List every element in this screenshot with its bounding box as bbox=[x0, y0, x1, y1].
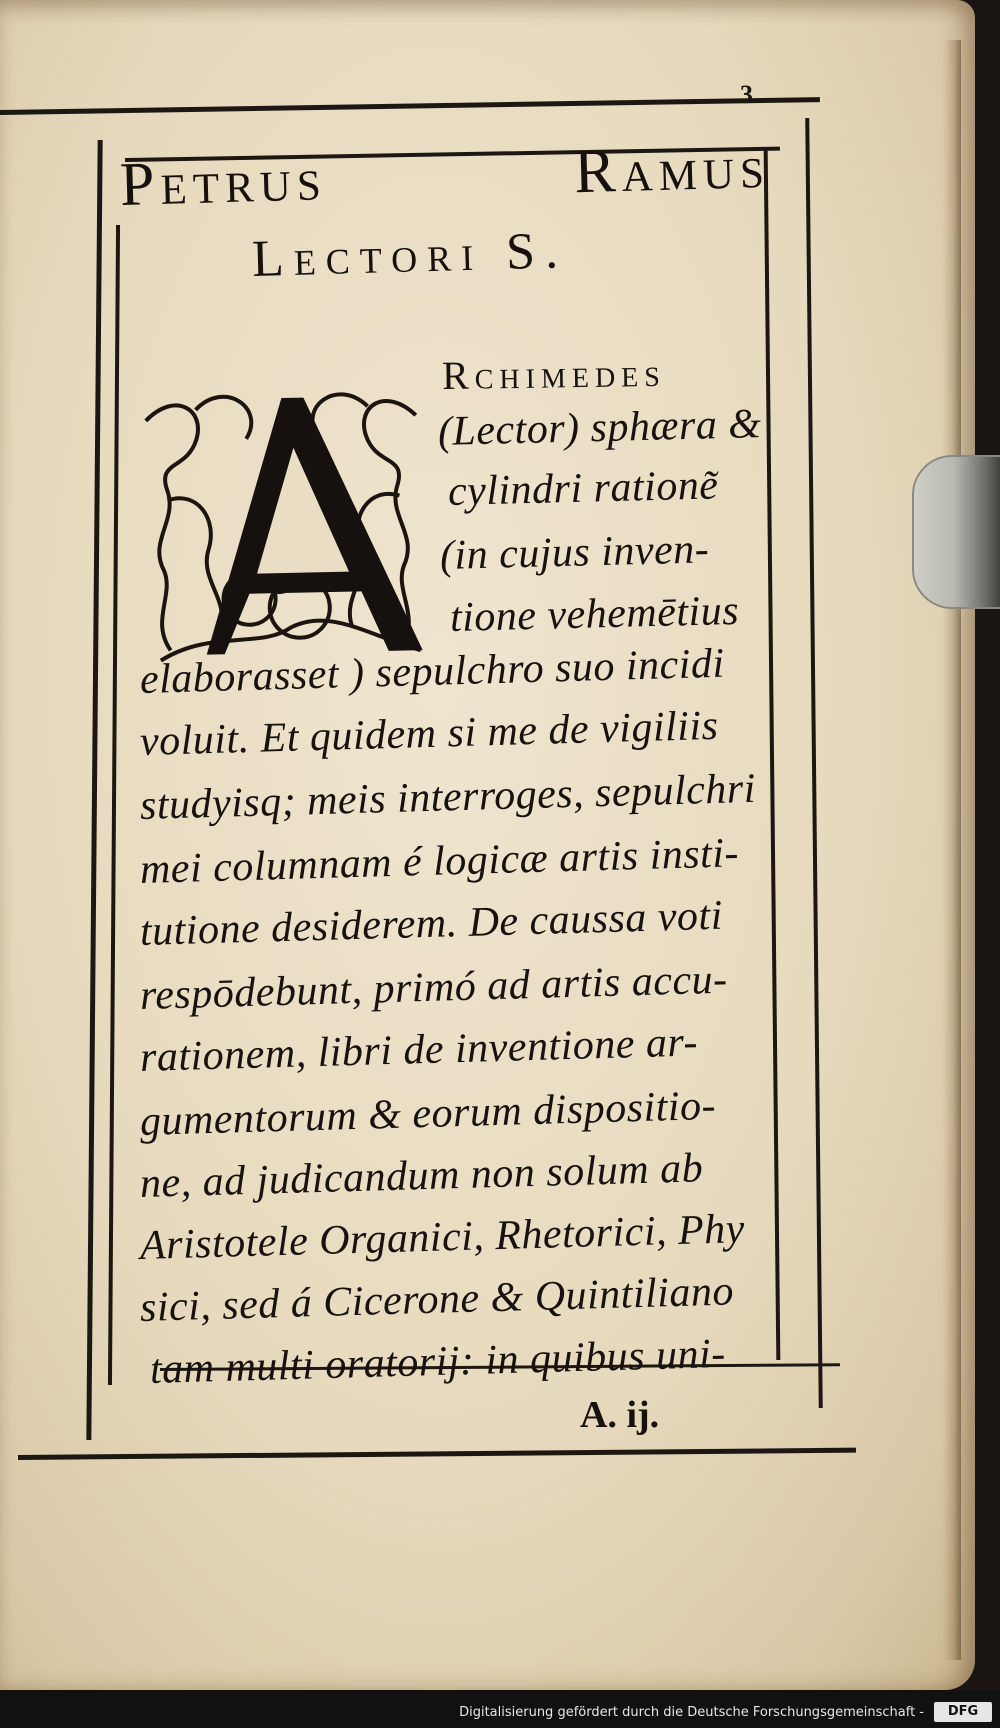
dfg-logo-badge: DFG bbox=[934, 1702, 992, 1722]
outer-left-rule bbox=[86, 140, 102, 1440]
heading-word-petrus: Petrus bbox=[119, 145, 328, 219]
inner-right-rule bbox=[764, 150, 781, 1360]
outer-right-rule bbox=[805, 118, 823, 1408]
folio-number: 3 bbox=[740, 80, 753, 109]
text-line-12: rationem, libri de inventione ar- bbox=[139, 1019, 699, 1081]
signature-mark: A. ij. bbox=[580, 1394, 660, 1436]
heading-lectori: Lectori S. bbox=[251, 222, 569, 288]
footer-credit: Digitalisierung gefördert durch die Deutsche Forschungsgemeinschaft - bbox=[459, 1705, 924, 1720]
inner-left-rule bbox=[108, 225, 120, 1385]
text-line-1: Rchimedes bbox=[441, 349, 667, 398]
outer-bottom-rule bbox=[18, 1448, 856, 1460]
page-clip-icon bbox=[912, 455, 1000, 609]
text-line-13: gumentorum & eorum dispositio- bbox=[139, 1082, 717, 1145]
text-line-4: (in cujus inven- bbox=[439, 526, 710, 579]
text-line-16: sici, sed á Cicerone & Quintiliano bbox=[139, 1268, 735, 1331]
heading-word-ramus: Ramus bbox=[573, 132, 771, 207]
text-line-11: respōdebunt, primó ad artis accu- bbox=[139, 956, 729, 1019]
text-line-14: ne, ad judicandum non solum ab bbox=[139, 1145, 704, 1207]
text-line-6: elaborasset ) sepulchro suo incidi bbox=[139, 640, 726, 703]
text-line-5: tione vehemētius bbox=[449, 587, 740, 641]
text-line-10: tutione desiderem. De caussa voti bbox=[139, 892, 724, 955]
text-line-15: Aristotele Organici, Rhetorici, Phy bbox=[139, 1206, 746, 1269]
text-line-17: tam multi oratorij: in quibus uni- bbox=[149, 1330, 727, 1393]
text-line-8: studyisq; meis interroges, sepulchri bbox=[139, 765, 757, 829]
text-line-9: mei columnam é logicæ artis insti- bbox=[139, 830, 740, 893]
heading-author bbox=[119, 132, 771, 221]
text-line-2: (Lector) sphæra & bbox=[437, 401, 762, 455]
text-line-7: voluit. Et quidem si me de vigiliis bbox=[139, 702, 719, 765]
footer-bar bbox=[0, 1690, 1000, 1728]
page-edge-shadow bbox=[943, 40, 961, 1660]
decorated-initial-a-icon bbox=[135, 375, 433, 671]
outer-top-rule bbox=[0, 97, 820, 115]
text-line-3: cylindri ratione͂ bbox=[447, 462, 719, 515]
